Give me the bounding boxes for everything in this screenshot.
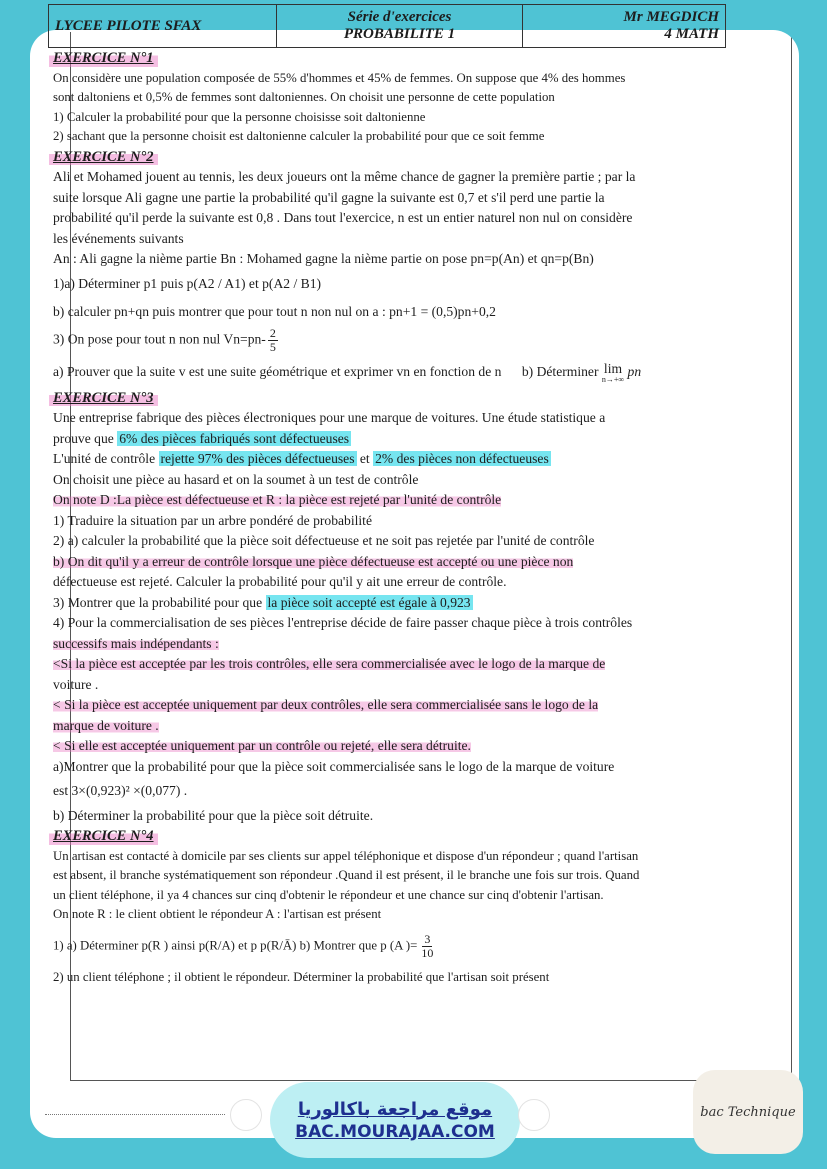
ex2-events: An : Ali gagne la nième partie Bn : Mohamed gagne la nième partie on pose pn=p(An) et qn=p(Bn) [53,251,594,266]
highlight-successive: successifs mais indépendants : [53,635,219,651]
ex4-question-2: 2) un client téléphone ; il obtient le répondeur. Déterminer la probabilité que l'artisan soit présent [53,969,550,984]
fraction-three-tenths [419,933,435,960]
ex3-line: voiture . [53,676,99,692]
highlight-case-2-cont: marque de voiture . [53,717,159,733]
footer-banner[interactable] [270,1082,520,1158]
ex3-line: 1) Traduire la situation par un arbre pondéré de probabilité [53,512,372,528]
fraction-denominator: 5 [269,339,276,354]
footer-url-link[interactable]: BAC.MOURAJAA.COM [295,1121,495,1142]
ex3-line [53,634,725,655]
ex4-question-1 [53,933,725,960]
ex3-line: 4) Pour la commercialisation de ses pièces l'entreprise décide de faire passer chaque pièce à trois contrôles [53,615,633,630]
ex3-line [53,429,725,450]
limit-operator: lim [603,360,623,376]
footer-arabic-title[interactable]: موقع مراجعة باكالوريا [297,1098,493,1120]
bac-technique-badge [693,1070,803,1154]
site-logo-left-icon [230,1099,262,1131]
header-school-cell [49,5,277,47]
subject-label: PROBABILITE 1 [343,26,456,42]
exercise-1-title: EXERCICE N°1 [49,48,158,69]
exercise-3-title: EXERCICE N°3 [49,388,158,409]
highlight-error-def: b) On dit qu'il y a erreur de contrôle lorsque une pièce défectueuse est accepté ou une pièce non [53,553,574,569]
highlight-case-3: < Si elle est acceptée uniquement par un contrôle ou rejeté, elle sera détruite. [53,738,471,753]
ex2-q3-text: 3) On pose pour tout n non nul Vn=pn- [53,331,266,347]
ex4-line: On note R : le client obtient le répondeur A : l'artisan est présent [53,907,382,921]
ex3-line: b) Déterminer la probabilité pour que la pièce soit détruite. [53,807,374,823]
ex2-question-1b: b) calculer pn+qn puis montrer que pour tout n non nul on a : pn+1 = (0,5)pn+0,2 [53,304,496,319]
document-header [48,4,726,48]
ex3-line [53,593,725,614]
ex2-question-a-b [53,362,725,384]
exercise-2-title: EXERCICE N°2 [49,147,158,168]
highlight-reject-nondefective: 2% des pièces non défectueuses [375,451,549,466]
exercise-4-body [53,847,725,988]
limit-expression [602,362,624,384]
ex2-intro-line: Ali et Mohamed jouent au tennis, les deux joueurs ont la même chance de gagner la première partie ; par la [53,169,636,184]
ex3-text: et [356,451,374,466]
ex3-line [53,490,725,511]
badge-label: bac Technique [700,1104,796,1120]
ex3-line: Une entreprise fabrique des pièces électroniques pour une marque de voitures. Une étude statistique a [53,410,606,425]
highlight-notation: On note D :La pièce est défectueuse et R : la pièce est rejeté par l'unité de contrôle [53,492,502,507]
exercise-2-body [53,167,725,384]
ex2-question-1a: 1)a) Déterminer p1 puis p(A2 / A1) et p(A2 / B1) [53,275,322,291]
ex1-line: 2) sachant que la personne choisit est daltonienne calculer la probabilité pour que ce soit femme [53,129,545,143]
ex2-qb: b) Déterminer [521,363,599,379]
highlight-case-2: < Si la pièce est acceptée uniquement par deux contrôles, elle sera commercialisée sans le logo de la [53,697,599,712]
highlight-case-1: <Si la pièce est acceptée par les trois contrôles, elle sera commercialisée avec le logo de la marque de [53,656,606,671]
ex2-intro-line: probabilité qu'il perde la suivante est 0,8 . Dans tout l'exercice, n est un entier naturel non nul on considère [53,210,633,225]
ex3-line: défectueuse est rejeté. Calculer la probabilité pour qu'il y ait une erreur de contrôle. [53,574,507,589]
ex1-line: On considère une population composée de 55% d'hommes et 45% de femmes. On suppose que 4% des hommes [53,70,626,85]
ex3-line: a)Montrer que la probabilité pour que la pièce soit commercialisée sans le logo de la marque de voiture [53,758,615,774]
school-name: LYCEE PILOTE SFAX [55,17,202,34]
highlight-reject-defective: rejette 97% des pièces défectueuses [160,451,355,466]
ex2-intro-line: suite lorsque Ali gagne une partie la probabilité qu'il gagne la suivante est 0,7 et s'il perd une partie la [53,189,605,205]
fraction-numerator: 2 [269,325,276,340]
exercise-4-title: EXERCICE N°4 [49,826,158,847]
site-logo-right-icon [518,1099,550,1131]
limit-subscript: n→+∞ [601,374,625,384]
ex3-line [53,449,725,470]
fraction-denominator: 10 [421,945,434,960]
document-content [53,48,725,987]
ex1-line: 1) Calculer la probabilité pour que la personne choisisse soit daltonienne [53,109,426,124]
divider [45,1114,225,1115]
ex2-question-3 [53,327,725,354]
limit-variable: pn [627,363,642,379]
ex3-line [53,716,725,737]
ex1-line: sont daltoniens et 0,5% de femmes sont daltoniennes. On choisit une personne de cette population [53,90,555,104]
series-label: Série d'exercices [347,9,452,25]
teacher-name: Mr MEGDICH [623,9,719,25]
ex3-line: 2) a) calculer la probabilité que la pièce soit défectueuse et ne soit pas rejetée par l'unité de contrôle [53,533,595,548]
ex3-text: L'unité de contrôle [53,451,159,466]
ex3-line [53,654,725,675]
header-title-cell [277,5,523,47]
ex2-intro-line: les événements suivants [53,230,184,246]
fraction-two-fifths [268,327,278,354]
fraction-numerator: 3 [424,931,431,946]
ex3-line: On choisit une pièce au hasard et on la soumet à un test de contrôle [53,471,419,487]
header-teacher-cell [523,5,725,47]
highlight-defect-rate: 6% des pièces fabriqués sont défectueuses [119,430,350,446]
highlight-accept-prob: la pièce soit accepté est égale à 0,923 [267,594,471,610]
ex3-line [53,695,725,716]
ex3-line [53,736,725,757]
ex4-line: est absent, il branche systématiquement son répondeur .Quand il est présent, il le branche une fois sur trois. Quand [53,868,640,882]
ex3-formula: est 3×(0,923)² ×(0,077) . [53,783,188,798]
exercise-1-body [53,69,725,147]
exercise-3-body [53,408,725,826]
ex4-line: Un artisan est contacté à domicile par ses clients sur appel téléphonique et dispose d'un répondeur ; quand l'artisan [53,848,639,863]
ex4-q1-text: 1) a) Déterminer p(R ) ainsi p(R/A) et p p(R/Ā) b) Montrer que p (A )= [53,937,418,952]
class-label: 4 MATH [664,26,719,42]
ex3-text: prouve que [53,430,118,446]
ex2-qa: a) Prouver que la suite v est une suite géométrique et exprimer vn en fonction de n [53,363,502,379]
ex3-line [53,552,725,573]
ex4-line: un client téléphone, il ya 4 chances sur cinq d'obtenir le répondeur et une chance sur cinq d'obtenir l'artisan. [53,887,604,902]
ex3-text: 3) Montrer que la probabilité pour que [53,594,266,610]
